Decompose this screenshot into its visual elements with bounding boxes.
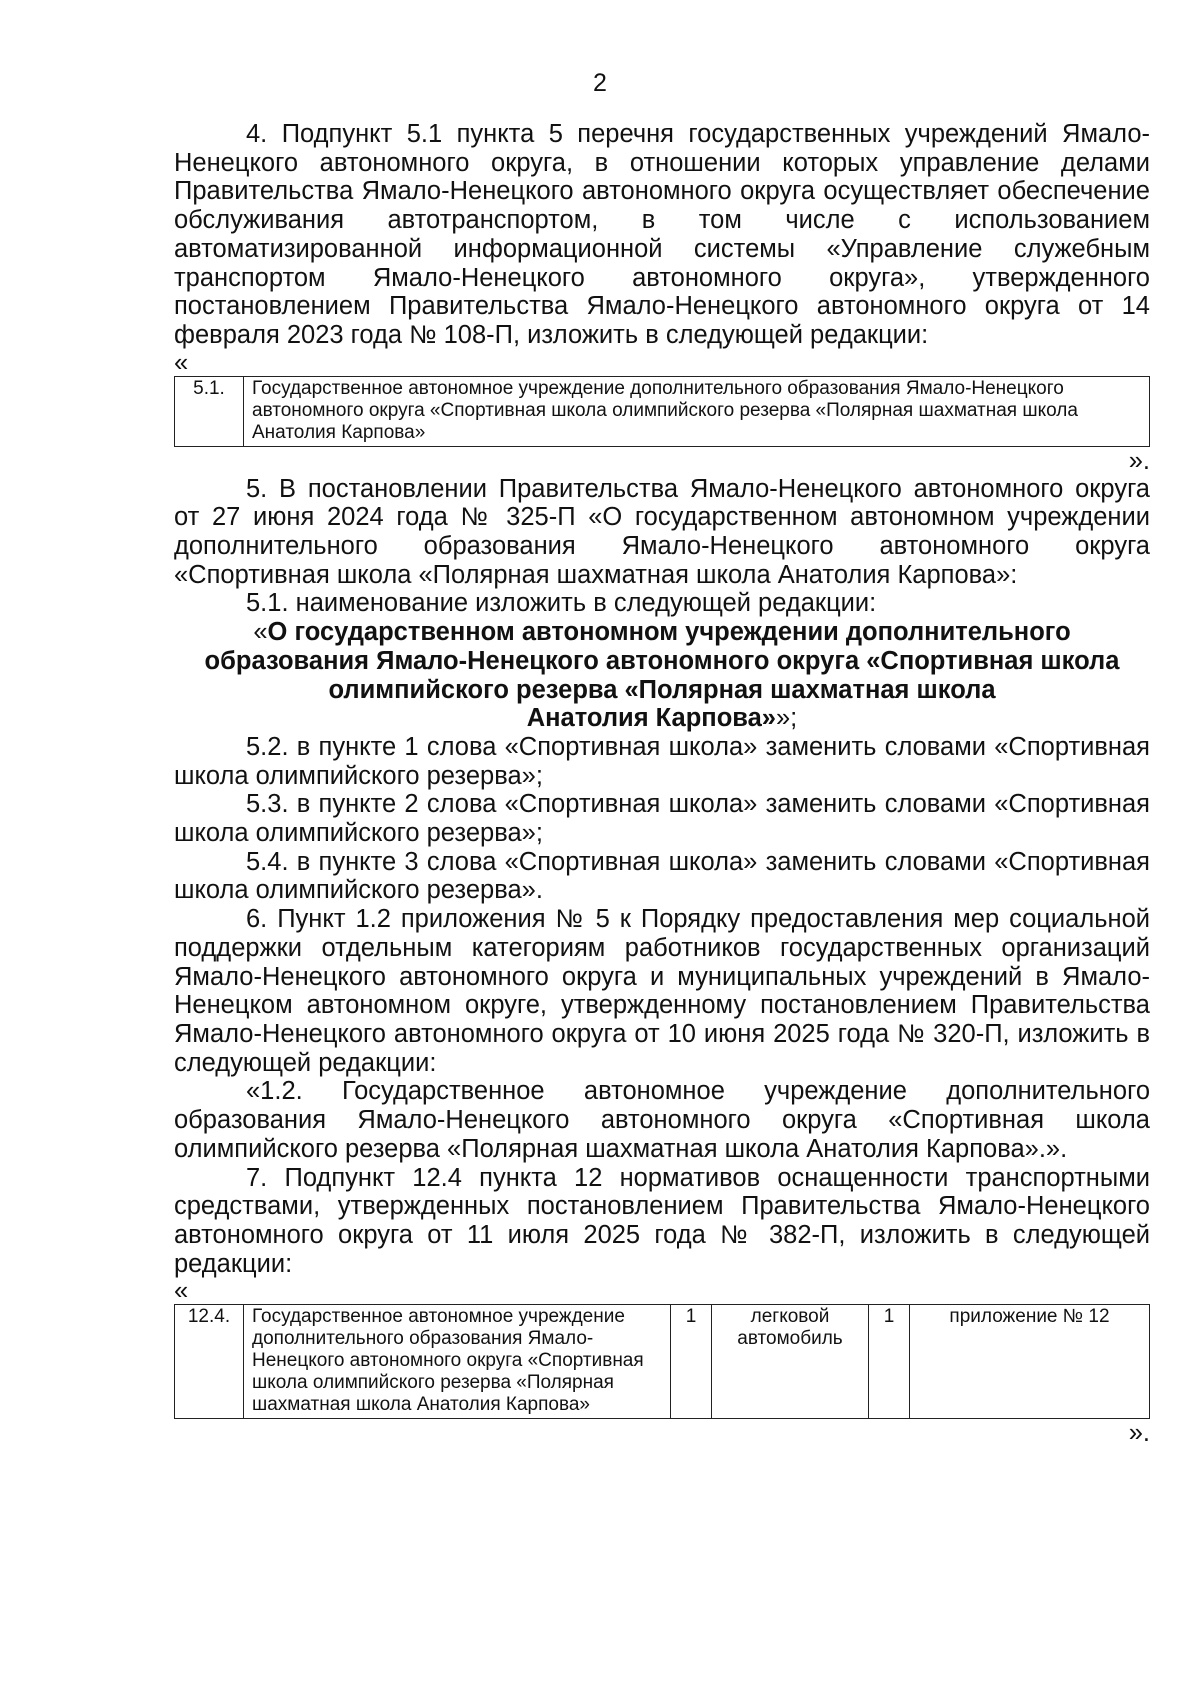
- new-name-line-2: образования Ямало-Ненецкого автономного округа «Спортивная школа: [204, 646, 1120, 675]
- item-7-quote-open: «: [174, 1277, 189, 1306]
- item-5-1-paragraph: 5.1. наименование изложить в следующей редакции:: [246, 589, 877, 618]
- table-cell-institution: Государственное автономное учреждение дополнительного образования Ямало-Ненецкого автономного округа «Спортивная школа олимпийского резерва «Полярная шахматная школа Анатолия Карпова»: [244, 376, 1150, 446]
- item-6-paragraph: 6. Пункт 1.2 приложения № 5 к Порядку предоставления мер социальной поддержки отдельным категориям работников государственных организаций Ямало-Ненецкого автономного округа и муниципальных учреждений в Ямало-Ненецком автономном округе, утвержденному постановлением Правительства Ямало-Ненецкого автономного округа от 10 июня 2025 года № 320-П, изложить в следующей редакции:: [174, 905, 1150, 1077]
- item-4-quote-close: ».: [1128, 446, 1150, 475]
- item-4-quote-open: «: [174, 348, 189, 377]
- new-name-line-3: олимпийского резерва «Полярная шахматная школа: [328, 675, 996, 704]
- table-cell-quantity: 1: [671, 1305, 712, 1419]
- item-5-4-paragraph: 5.4. в пункте 3 слова «Спортивная школа» заменить словами «Спортивная школа олимпийского резерва».: [174, 847, 1150, 905]
- item-4-table: [174, 376, 1150, 447]
- table-row: [175, 376, 1150, 446]
- table-cell-vehicle-quantity: 1: [869, 1305, 910, 1419]
- item-5-2-paragraph: 5.2. в пункте 1 слова «Спортивная школа» заменить словами «Спортивная школа олимпийского резерва»;: [174, 732, 1150, 790]
- item-5-3-paragraph: 5.3. в пункте 2 слова «Спортивная школа» заменить словами «Спортивная школа олимпийского резерва»;: [174, 790, 1150, 848]
- table-cell-number: 5.1.: [175, 376, 244, 446]
- item-5-paragraph: 5. В постановлении Правительства Ямало-Ненецкого автономного округа от 27 июня 2024 года № 325-П «О государственном автономном учреждении дополнительного образования Ямало-Ненецкого автономного округа «Спортивная школа «Полярная шахматная школа Анатолия Карпова»:: [174, 474, 1150, 589]
- table-cell-vehicle-type: легковой автомобиль: [712, 1305, 869, 1419]
- new-name-title: [174, 618, 1150, 733]
- table-row: [175, 1305, 1150, 1419]
- item-6-quote-paragraph: «1.2. Государственное автономное учреждение дополнительного образования Ямало-Ненецкого автономного округа «Спортивная школа олимпийского резерва «Полярная шахматная школа Анатолия Карпова».».: [174, 1077, 1150, 1163]
- item-7-paragraph: 7. Подпункт 12.4 пункта 12 нормативов оснащенности транспортными средствами, утвержденных постановлением Правительства Ямало-Ненецкого автономного округа от 11 июля 2025 года № 382-П, изложить в следующей редакции:: [174, 1163, 1150, 1278]
- document-body: [174, 120, 1150, 1447]
- table-cell-note: приложение № 12: [910, 1305, 1150, 1419]
- item-7-table: [174, 1304, 1150, 1419]
- page-number: 2: [593, 69, 607, 97]
- new-name-line-4: Анатолия Карпова»»;: [526, 704, 798, 733]
- table-cell-number: 12.4.: [175, 1305, 244, 1419]
- new-name-open-quote: «: [253, 618, 268, 647]
- new-name-line-1: «О государственном автономном учреждении дополнительного: [253, 618, 1071, 647]
- table-cell-institution: Государственное автономное учреждение дополнительного образования Ямало-Ненецкого автономного округа «Спортивная школа олимпийского резерва «Полярная шахматная школа Анатолия Карпова»: [244, 1305, 671, 1419]
- item-4-paragraph: 4. Подпункт 5.1 пункта 5 перечня государственных учреждений Ямало-Ненецкого автономного округа, в отношении которых управление делами Правительства Ямало-Ненецкого автономного округа осуществляет обеспечение обслуживания автотранспортом, в том числе с использованием автоматизированной информационной системы «Управление служебным транспортом Ямало-Ненецкого автономного округа», утвержденного постановлением Правительства Ямало-Ненецкого автономного округа от 14 февраля 2023 года № 108-П, изложить в следующей редакции:: [174, 120, 1150, 349]
- new-name-close-quote: »;: [775, 704, 798, 733]
- item-7-quote-close: ».: [1128, 1419, 1150, 1448]
